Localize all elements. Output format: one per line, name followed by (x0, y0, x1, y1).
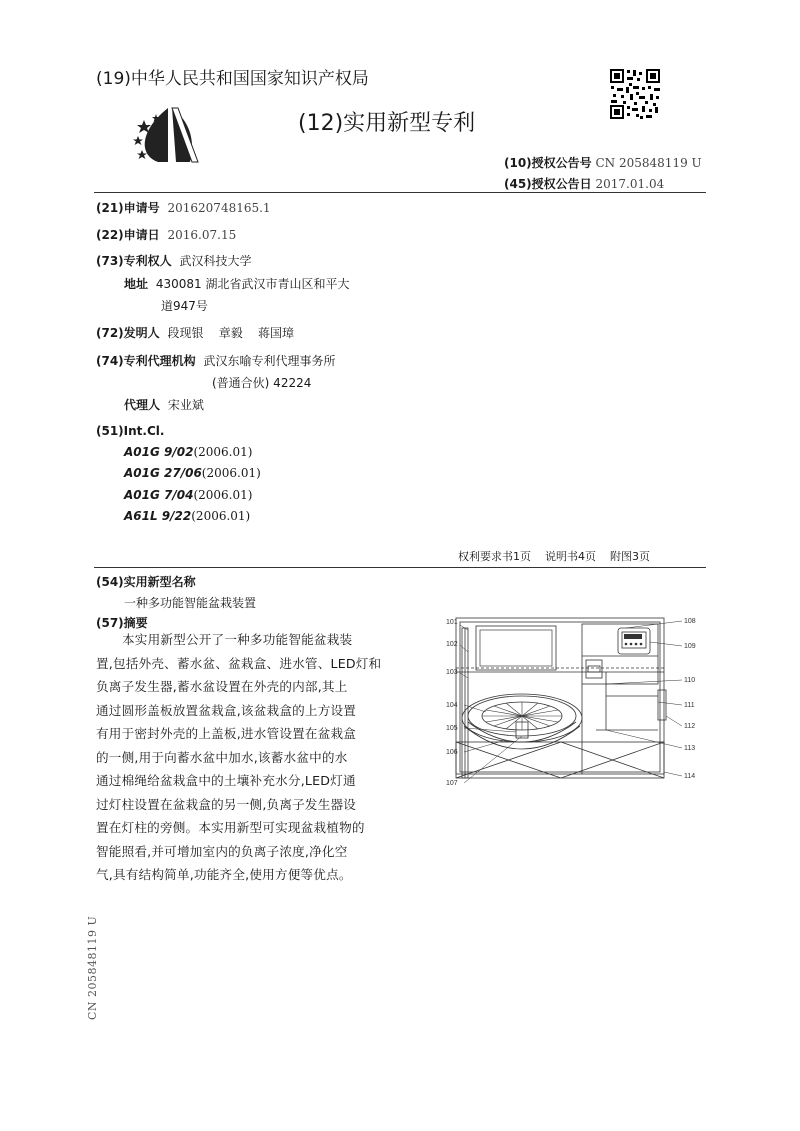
application-date-label: (22)申请日 (96, 228, 160, 242)
figure-label: 102 (446, 641, 458, 648)
address-line-2: 道947号 (161, 299, 208, 313)
publication-date-label: (45)授权公告日 (504, 177, 592, 191)
address-row (124, 275, 349, 292)
publication-number: CN 205848119 U (595, 156, 702, 170)
abstract-line: 置,包括外壳、蓄水盆、盆栽盒、进水管、LED灯和 (96, 655, 382, 671)
figure-label: 105 (446, 725, 458, 732)
figure-label: 101 (446, 619, 458, 626)
abstract-line: 置在灯柱的旁侧。本实用新型可实现盆栽植物的 (96, 820, 365, 835)
ipc-entry: A01G 9/02(2006.01) (124, 445, 253, 459)
figure-label: 114 (684, 773, 696, 780)
header-divider (94, 192, 706, 193)
figure-label: 106 (446, 749, 458, 756)
address-line-1: 430081 湖北省武汉市青山区和平大 (155, 277, 350, 291)
page-counts: 权利要求书1页 说明书4页 附图3页 (458, 550, 650, 563)
abstract-line: 有用于密封外壳的上盖板,进水管设置在盆栽盒 (96, 726, 357, 741)
figure-label: 103 (446, 669, 458, 676)
agency-row (96, 352, 336, 369)
ipc-entry: A61L 9/22(2006.01) (124, 509, 251, 523)
abstract-line: 智能照看,并可增加室内的负离子浓度,净化空 (96, 843, 348, 859)
counts-divider (94, 567, 706, 568)
application-number-row (96, 199, 271, 216)
office-name: (19)中华人民共和国国家知识产权局 (96, 69, 369, 89)
application-date-row (96, 226, 236, 243)
intcl-label: (51)Int.Cl. (96, 424, 165, 438)
abstract-label: (57)摘要 (96, 616, 148, 630)
application-number-label: (21)申请号 (96, 201, 160, 215)
agency-label: (74)专利代理机构 (96, 354, 196, 368)
abstract-line: 通过圆形盖板放置盆栽盒,该盆栽盒的上方设置 (96, 702, 357, 718)
application-number: 201620748165.1 (167, 201, 271, 215)
abstract-line: 过灯柱设置在盆栽盒的另一侧,负离子发生器设 (96, 796, 357, 812)
abstract-line: 气,具有结构简单,功能齐全,使用方便等优点。 (96, 867, 352, 882)
inventors: 段现银 章毅 蒋国璋 (167, 326, 295, 340)
publication-date-row (504, 175, 664, 192)
publication-number-label: (10)授权公告号 (504, 156, 592, 170)
figure-label: 110 (684, 677, 696, 684)
abstract-line: 通过棉绳给盆栽盒中的土壤补充水分,LED灯通 (96, 773, 356, 788)
inventor-label: (72)发明人 (96, 326, 160, 340)
agency-line-1: 武汉东喻专利代理事务所 (203, 354, 336, 368)
abstract-line: 负离子发生器,蓄水盆设置在外壳的内部,其上 (96, 679, 348, 694)
document-type: (12)实用新型专利 (298, 111, 476, 136)
cnipa-logo (128, 100, 208, 170)
abstract-line: 的一侧,用于向蓄水盆中加水,该蓄水盆中的水 (96, 749, 348, 765)
figure-label: 112 (684, 723, 696, 730)
agent-row (124, 396, 204, 413)
owner-row (96, 252, 252, 269)
agent-label: 代理人 (124, 398, 161, 412)
ipc-entry: A01G 27/06(2006.01) (124, 466, 261, 480)
figure-label: 108 (684, 618, 696, 625)
owner: 武汉科技大学 (179, 254, 252, 268)
qr-code (609, 68, 661, 120)
figure-label: 111 (684, 702, 695, 709)
utility-model-title: 一种多功能智能盆栽装置 (124, 596, 257, 610)
figure-label: 107 (446, 780, 458, 787)
address-label: 地址 (124, 277, 149, 291)
publication-date: 2017.01.04 (595, 177, 665, 191)
agency-line-2: (普通合伙) 42224 (212, 376, 312, 390)
figure-label: 113 (684, 745, 696, 752)
publication-number-row (504, 154, 702, 171)
figure-label: 104 (446, 702, 458, 709)
inventor-row (96, 324, 294, 341)
title-label: (54)实用新型名称 (96, 575, 196, 589)
ipc-entry: A01G 7/04(2006.01) (124, 488, 253, 502)
application-date: 2016.07.15 (167, 228, 237, 242)
owner-label: (73)专利权人 (96, 254, 172, 268)
agent: 宋业斌 (167, 398, 204, 412)
abstract-text (96, 628, 406, 887)
side-publication-number: CN 205848119 U (86, 915, 99, 1020)
abstract-line: 本实用新型公开了一种多功能智能盆栽装 (122, 632, 353, 647)
patent-drawing (446, 612, 708, 810)
figure-label: 109 (684, 643, 696, 650)
